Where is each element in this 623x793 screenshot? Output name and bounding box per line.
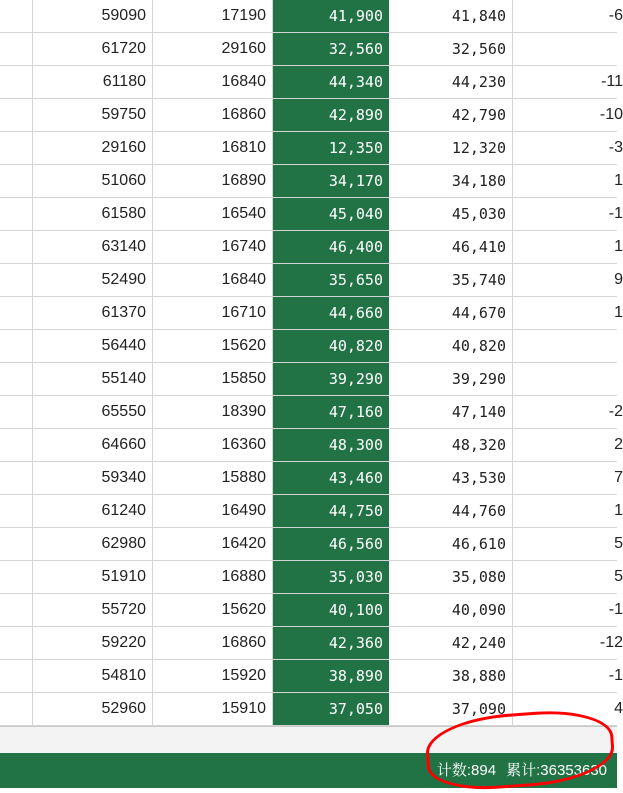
cell-value: -10 xyxy=(599,106,623,123)
table-cell[interactable] xyxy=(513,33,623,65)
cell-value: 9 xyxy=(614,271,623,288)
table-cell[interactable]: 16420 xyxy=(153,528,273,560)
table-cell[interactable] xyxy=(513,330,623,362)
table-cell[interactable]: 16860 xyxy=(153,99,273,131)
table-cell[interactable]: 55140 xyxy=(33,363,153,395)
cell-row-header[interactable] xyxy=(0,462,33,494)
table-cell[interactable] xyxy=(513,429,623,461)
table-row xyxy=(0,264,623,297)
table-cell[interactable]: 35,740 xyxy=(390,264,513,296)
table-row xyxy=(0,66,623,99)
cell-value: -1 xyxy=(608,667,623,684)
cell-row-header[interactable] xyxy=(0,660,33,692)
table-cell[interactable]: 37,090 xyxy=(390,693,513,725)
table-cell[interactable]: 62980 xyxy=(33,528,153,560)
table-cell[interactable]: 16840 xyxy=(153,264,273,296)
cell-row-header[interactable] xyxy=(0,297,33,329)
table-row xyxy=(0,0,623,33)
cell-value: 5 xyxy=(614,535,623,552)
table-cell[interactable]: 54810 xyxy=(33,660,153,692)
table-row xyxy=(0,462,623,495)
table-cell[interactable]: 42,240 xyxy=(390,627,513,659)
cell-row-header[interactable] xyxy=(0,561,33,593)
cell-row-header[interactable] xyxy=(0,528,33,560)
table-cell[interactable]: 15620 xyxy=(153,594,273,626)
table-cell[interactable]: 44,230 xyxy=(390,66,513,98)
table-cell[interactable] xyxy=(513,594,623,626)
table-cell[interactable]: 38,880 xyxy=(390,660,513,692)
cell-value: -1 xyxy=(608,205,623,222)
table-cell[interactable] xyxy=(513,396,623,428)
selected-cell[interactable]: 12,350 xyxy=(273,132,390,164)
table-cell[interactable] xyxy=(513,66,623,98)
table-cell[interactable]: 16890 xyxy=(153,165,273,197)
selected-cell[interactable]: 46,400 xyxy=(273,231,390,263)
table-row xyxy=(0,33,617,66)
table-cell[interactable]: 15910 xyxy=(153,693,273,725)
selected-cell[interactable]: 44,660 xyxy=(273,297,390,329)
selected-cell[interactable]: 48,300 xyxy=(273,429,390,461)
table-cell[interactable] xyxy=(513,231,623,263)
table-cell[interactable] xyxy=(513,561,623,593)
cell-value: 1 xyxy=(614,502,623,519)
table-cell[interactable]: 34,180 xyxy=(390,165,513,197)
cell-value: 4 xyxy=(614,700,623,717)
selected-cell[interactable]: 34,170 xyxy=(273,165,390,197)
table-row xyxy=(0,429,623,462)
table-cell[interactable]: 46,410 xyxy=(390,231,513,263)
table-cell[interactable]: 40,820 xyxy=(390,330,513,362)
table-cell[interactable]: 47,140 xyxy=(390,396,513,428)
table-cell[interactable]: 15620 xyxy=(153,330,273,362)
table-cell[interactable]: 55720 xyxy=(33,594,153,626)
table-cell[interactable]: 29160 xyxy=(153,33,273,65)
table-cell[interactable] xyxy=(513,627,623,659)
table-cell[interactable] xyxy=(513,0,623,32)
cell-value: 1 xyxy=(614,238,623,255)
table-cell[interactable]: 61720 xyxy=(33,33,153,65)
table-row xyxy=(0,99,623,132)
table-cell[interactable]: 17190 xyxy=(153,0,273,32)
cell-value: -2 xyxy=(608,403,623,420)
table-row xyxy=(0,660,623,693)
table-cell[interactable]: 39,290 xyxy=(390,363,513,395)
selected-cell[interactable]: 39,290 xyxy=(273,363,390,395)
selected-cell[interactable]: 32,560 xyxy=(273,33,390,65)
table-cell[interactable] xyxy=(513,165,623,197)
table-row xyxy=(0,693,623,726)
cell-row-header[interactable] xyxy=(0,33,33,65)
table-row xyxy=(0,528,623,561)
table-row xyxy=(0,396,623,429)
table-cell[interactable]: 61240 xyxy=(33,495,153,527)
table-row xyxy=(0,561,623,594)
cell-row-header[interactable] xyxy=(0,231,33,263)
table-cell[interactable]: 44,670 xyxy=(390,297,513,329)
table-cell[interactable]: 40,090 xyxy=(390,594,513,626)
cell-row-header[interactable] xyxy=(0,198,33,230)
table-cell[interactable]: 16360 xyxy=(153,429,273,461)
table-row xyxy=(0,231,623,264)
table-row xyxy=(0,495,623,528)
table-cell[interactable]: 32,560 xyxy=(390,33,513,65)
table-cell[interactable]: 59340 xyxy=(33,462,153,494)
selected-cell[interactable]: 42,360 xyxy=(273,627,390,659)
cell-row-header[interactable] xyxy=(0,330,33,362)
table-cell[interactable]: 16740 xyxy=(153,231,273,263)
cell-row-header[interactable] xyxy=(0,363,33,395)
table-cell[interactable] xyxy=(513,462,623,494)
cell-row-header[interactable] xyxy=(0,429,33,461)
table-cell[interactable]: 52490 xyxy=(33,264,153,296)
cell-value: -3 xyxy=(608,139,623,156)
cell-value: -11 xyxy=(601,73,623,90)
horizontal-scrollbar[interactable] xyxy=(0,726,617,753)
table-cell[interactable]: 42,790 xyxy=(390,99,513,131)
table-cell[interactable]: 59750 xyxy=(33,99,153,131)
cell-value: 5 xyxy=(614,568,623,585)
table-cell[interactable]: 65550 xyxy=(33,396,153,428)
cell-value: -1 xyxy=(608,601,623,618)
selected-cell[interactable]: 40,100 xyxy=(273,594,390,626)
table-cell[interactable]: 63140 xyxy=(33,231,153,263)
selected-cell[interactable]: 35,030 xyxy=(273,561,390,593)
table-cell[interactable]: 15920 xyxy=(153,660,273,692)
table-cell[interactable]: 15880 xyxy=(153,462,273,494)
table-cell[interactable]: 51910 xyxy=(33,561,153,593)
selected-cell[interactable]: 41,900 xyxy=(273,0,390,32)
table-cell[interactable]: 15850 xyxy=(153,363,273,395)
cell-row-header[interactable] xyxy=(0,264,33,296)
table-cell[interactable]: 16810 xyxy=(153,132,273,164)
selected-cell[interactable]: 38,890 xyxy=(273,660,390,692)
selected-cell[interactable]: 45,040 xyxy=(273,198,390,230)
selected-cell[interactable]: 37,050 xyxy=(273,693,390,725)
selected-cell[interactable]: 44,340 xyxy=(273,66,390,98)
table-cell[interactable] xyxy=(513,132,623,164)
status-bar xyxy=(0,753,617,788)
table-cell[interactable]: 35,080 xyxy=(390,561,513,593)
table-cell[interactable]: 16880 xyxy=(153,561,273,593)
table-cell[interactable]: 59220 xyxy=(33,627,153,659)
cell-row-header[interactable] xyxy=(0,594,33,626)
selection-summary xyxy=(427,753,607,788)
table-cell[interactable] xyxy=(513,693,623,725)
table-row xyxy=(0,165,623,198)
table-cell[interactable]: 51060 xyxy=(33,165,153,197)
table-cell[interactable]: 12,320 xyxy=(390,132,513,164)
table-row xyxy=(0,363,617,396)
cell-row-header[interactable] xyxy=(0,693,33,725)
table-cell[interactable]: 61580 xyxy=(33,198,153,230)
table-cell[interactable]: 16490 xyxy=(153,495,273,527)
cell-row-header[interactable] xyxy=(0,0,33,32)
table-cell[interactable] xyxy=(513,363,623,395)
selected-cell[interactable]: 46,560 xyxy=(273,528,390,560)
table-cell[interactable]: 45,030 xyxy=(390,198,513,230)
table-row xyxy=(0,198,623,231)
table-cell[interactable]: 29160 xyxy=(33,132,153,164)
selected-cell[interactable]: 42,890 xyxy=(273,99,390,131)
status-sum[interactable]: 累计:36353630 xyxy=(506,762,607,779)
table-cell[interactable] xyxy=(513,99,623,131)
table-cell[interactable] xyxy=(513,198,623,230)
cell-row-header[interactable] xyxy=(0,99,33,131)
cell-value: 1 xyxy=(614,172,623,189)
table-cell[interactable]: 41,840 xyxy=(390,0,513,32)
selected-cell[interactable]: 35,650 xyxy=(273,264,390,296)
selected-cell[interactable]: 47,160 xyxy=(273,396,390,428)
cell-value: -6 xyxy=(608,7,623,24)
table-cell[interactable] xyxy=(513,297,623,329)
table-cell[interactable]: 64660 xyxy=(33,429,153,461)
cell-value: 1 xyxy=(614,304,623,321)
table-cell[interactable]: 16860 xyxy=(153,627,273,659)
selected-cell[interactable]: 44,750 xyxy=(273,495,390,527)
table-cell[interactable]: 46,610 xyxy=(390,528,513,560)
table-cell[interactable] xyxy=(513,495,623,527)
table-cell[interactable]: 59090 xyxy=(33,0,153,32)
table-cell[interactable]: 48,320 xyxy=(390,429,513,461)
cell-value: -12 xyxy=(599,634,623,651)
table-row xyxy=(0,297,623,330)
cell-row-header[interactable] xyxy=(0,66,33,98)
cell-row-header[interactable] xyxy=(0,495,33,527)
table-cell[interactable]: 52960 xyxy=(33,693,153,725)
status-count[interactable]: 计数:894 xyxy=(436,762,497,779)
table-cell[interactable]: 61370 xyxy=(33,297,153,329)
cell-value: 2 xyxy=(614,436,623,453)
table-cell[interactable]: 16710 xyxy=(153,297,273,329)
selected-cell[interactable]: 40,820 xyxy=(273,330,390,362)
table-cell[interactable]: 61180 xyxy=(33,66,153,98)
table-cell[interactable]: 44,760 xyxy=(390,495,513,527)
table-row xyxy=(0,132,623,165)
cell-row-header[interactable] xyxy=(0,165,33,197)
cell-value: 7 xyxy=(614,469,623,486)
table-cell[interactable]: 18390 xyxy=(153,396,273,428)
table-row xyxy=(0,627,623,660)
selected-cell[interactable]: 43,460 xyxy=(273,462,390,494)
table-cell[interactable]: 56440 xyxy=(33,330,153,362)
table-cell[interactable] xyxy=(513,528,623,560)
table-row xyxy=(0,594,623,627)
table-cell[interactable]: 16840 xyxy=(153,66,273,98)
table-cell[interactable] xyxy=(513,264,623,296)
table-cell[interactable] xyxy=(513,660,623,692)
cell-row-header[interactable] xyxy=(0,396,33,428)
table-cell[interactable]: 16540 xyxy=(153,198,273,230)
table-row xyxy=(0,330,617,363)
cell-row-header[interactable] xyxy=(0,132,33,164)
cell-row-header[interactable] xyxy=(0,627,33,659)
table-cell[interactable]: 43,530 xyxy=(390,462,513,494)
